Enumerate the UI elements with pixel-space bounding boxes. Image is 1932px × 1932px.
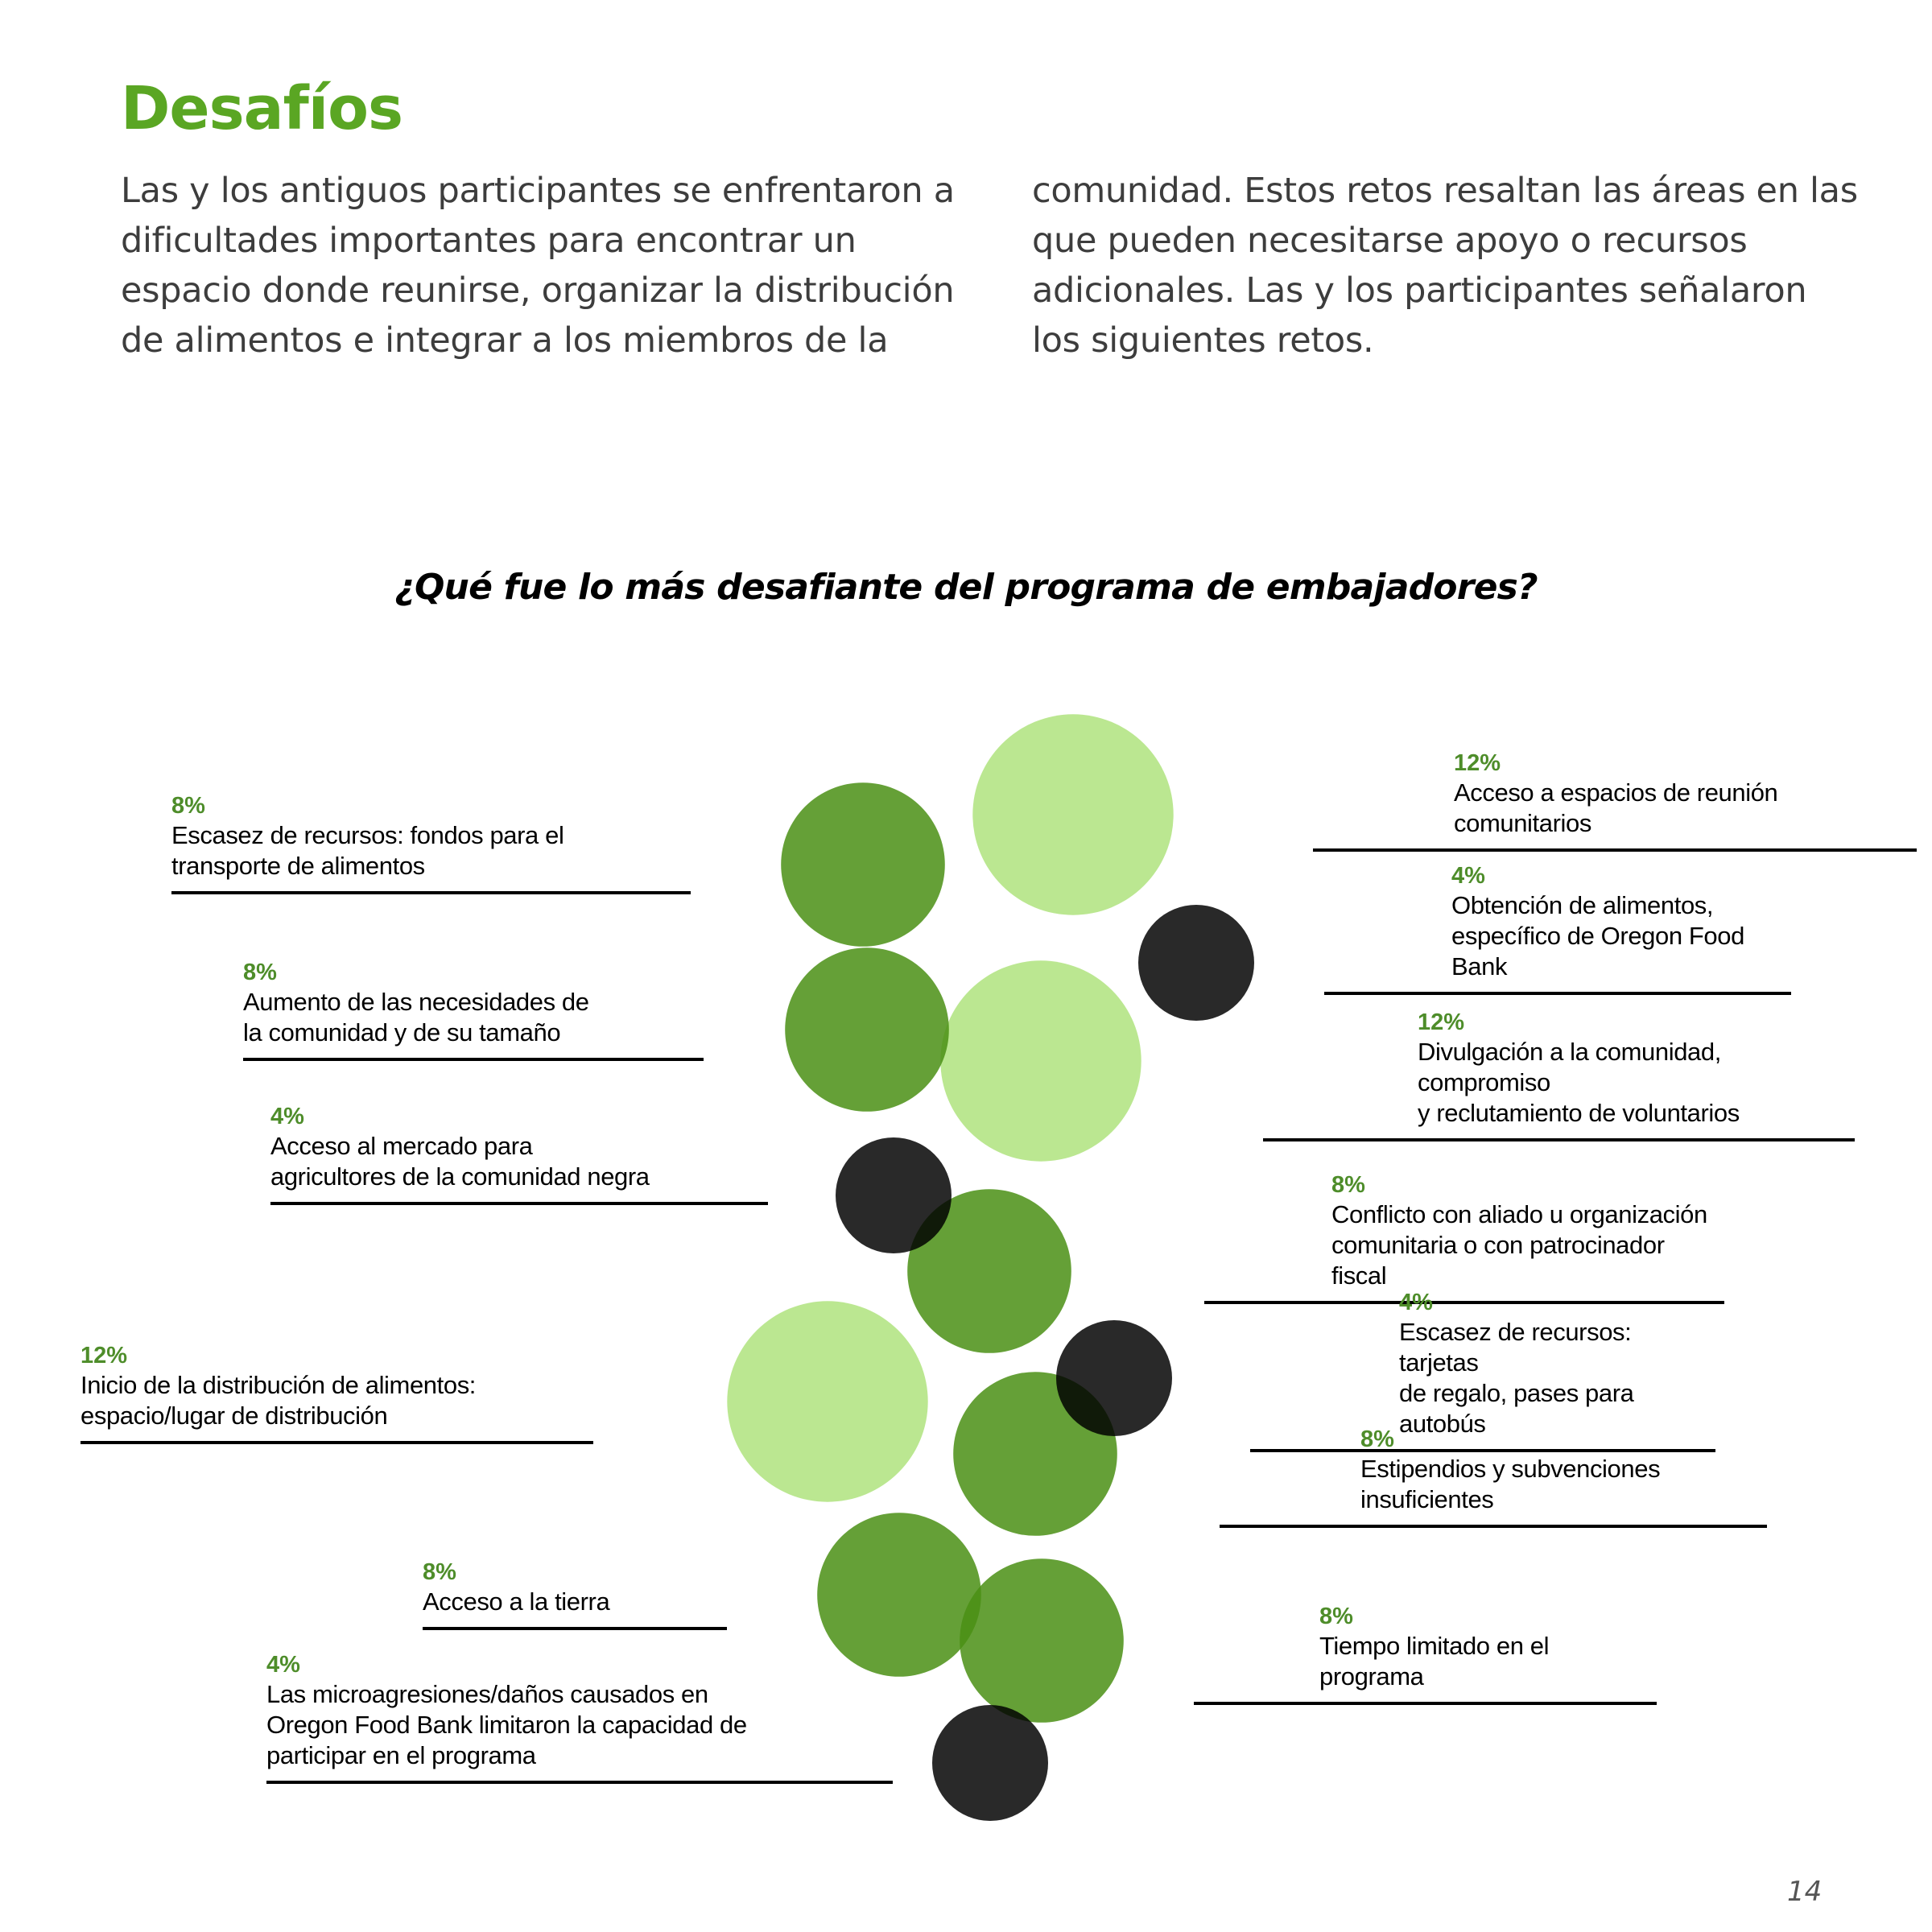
intro-paragraph-left: Las y los antiguos participantes se enfrentaron a dificultades importantes para encontrar un espacio donde reunirse, organizar la distribución de alimentos e integrar a los miembros de la — [121, 171, 955, 361]
callout-microagresiones — [266, 1650, 893, 1784]
callout-percent: 8% — [171, 793, 205, 819]
callout-label: Acceso al mercado para agricultores de la comunidad negra — [270, 1132, 650, 1191]
bubble-tiempo-limitado — [960, 1558, 1124, 1723]
page-title: Desafíos — [121, 74, 403, 143]
callout-percent: 8% — [243, 960, 277, 985]
callout-label: Tiempo limitado en el programa — [1319, 1632, 1550, 1690]
callout-divulgacion — [1263, 1008, 1855, 1141]
callout-label: Las microagresiones/daños causados en Oregon Food Bank limitaron la capacidad de participar en el programa — [266, 1680, 747, 1769]
callout-inicio-distribucion — [80, 1341, 593, 1444]
callout-percent: 8% — [423, 1559, 456, 1585]
callout-percent: 8% — [1319, 1604, 1353, 1629]
callout-label: Aumento de las necesidades de la comunidad y de su tamaño — [243, 988, 589, 1046]
callout-espacios-reunion — [1313, 749, 1917, 852]
page-number: 14 — [1787, 1876, 1823, 1908]
intro-paragraph-right: comunidad. Estos retos resaltan las áreas en las que pueden necesitarse apoyo o recursos adicionales. Las y los participantes señalaron los siguientes retos. — [1032, 171, 1858, 361]
callout-percent: 12% — [1454, 750, 1501, 776]
bubble-tarjetas-pases — [1056, 1320, 1172, 1436]
callout-escasez-fondos — [171, 791, 691, 894]
callout-label: Conflicto con aliado u organización comunitaria o con patrocinador fiscal — [1331, 1200, 1707, 1290]
callout-percent: 12% — [80, 1343, 128, 1368]
bubble-necesidades-comunidad — [785, 947, 949, 1112]
callout-percent: 8% — [1331, 1172, 1365, 1198]
callout-obtencion-alimentos — [1324, 861, 1791, 995]
callout-label: Estipendios y subvenciones insuficientes — [1360, 1455, 1661, 1513]
callout-label: Inicio de la distribución de alimentos: espacio/lugar de distribución — [80, 1371, 477, 1430]
callout-tiempo-limitado — [1194, 1602, 1657, 1705]
callout-mercado-agricultores — [270, 1102, 768, 1205]
callout-percent: 4% — [266, 1652, 300, 1678]
bubble-divulgacion — [940, 960, 1141, 1161]
callout-percent: 4% — [1451, 863, 1485, 889]
callout-label: Obtención de alimentos, específico de Oregon Food Bank — [1451, 891, 1744, 980]
callout-label: Escasez de recursos: fondos para el transporte de alimentos — [171, 821, 564, 880]
callout-estipendios — [1220, 1425, 1767, 1528]
callout-percent: 4% — [270, 1104, 304, 1129]
callout-necesidades-comunidad — [243, 958, 704, 1061]
callout-percent: 8% — [1360, 1426, 1394, 1452]
callout-label: Divulgación a la comunidad, compromiso y reclutamiento de voluntarios — [1418, 1038, 1740, 1127]
callout-label: Acceso a espacios de reunión comunitarios — [1454, 778, 1778, 837]
bubble-escasez-fondos — [781, 782, 945, 947]
chart-title: ¿Qué fue lo más desafiante del programa de embajadores? — [394, 567, 1538, 608]
bubble-espacios-reunion — [972, 714, 1173, 914]
bubble-microagresiones — [932, 1705, 1048, 1821]
callout-percent: 12% — [1418, 1009, 1465, 1035]
bubble-mercado-agricultores — [836, 1137, 952, 1253]
bubble-obtencion-alimentos — [1138, 905, 1254, 1021]
callout-label: Acceso a la tierra — [423, 1587, 610, 1616]
callout-label: Escasez de recursos: tarjetas de regalo, pases para autobús — [1399, 1318, 1634, 1438]
callout-conflicto-aliado — [1204, 1170, 1724, 1304]
callout-percent: 4% — [1399, 1290, 1433, 1315]
callout-acceso-tierra — [423, 1558, 727, 1630]
bubble-inicio-distribucion — [727, 1301, 927, 1501]
